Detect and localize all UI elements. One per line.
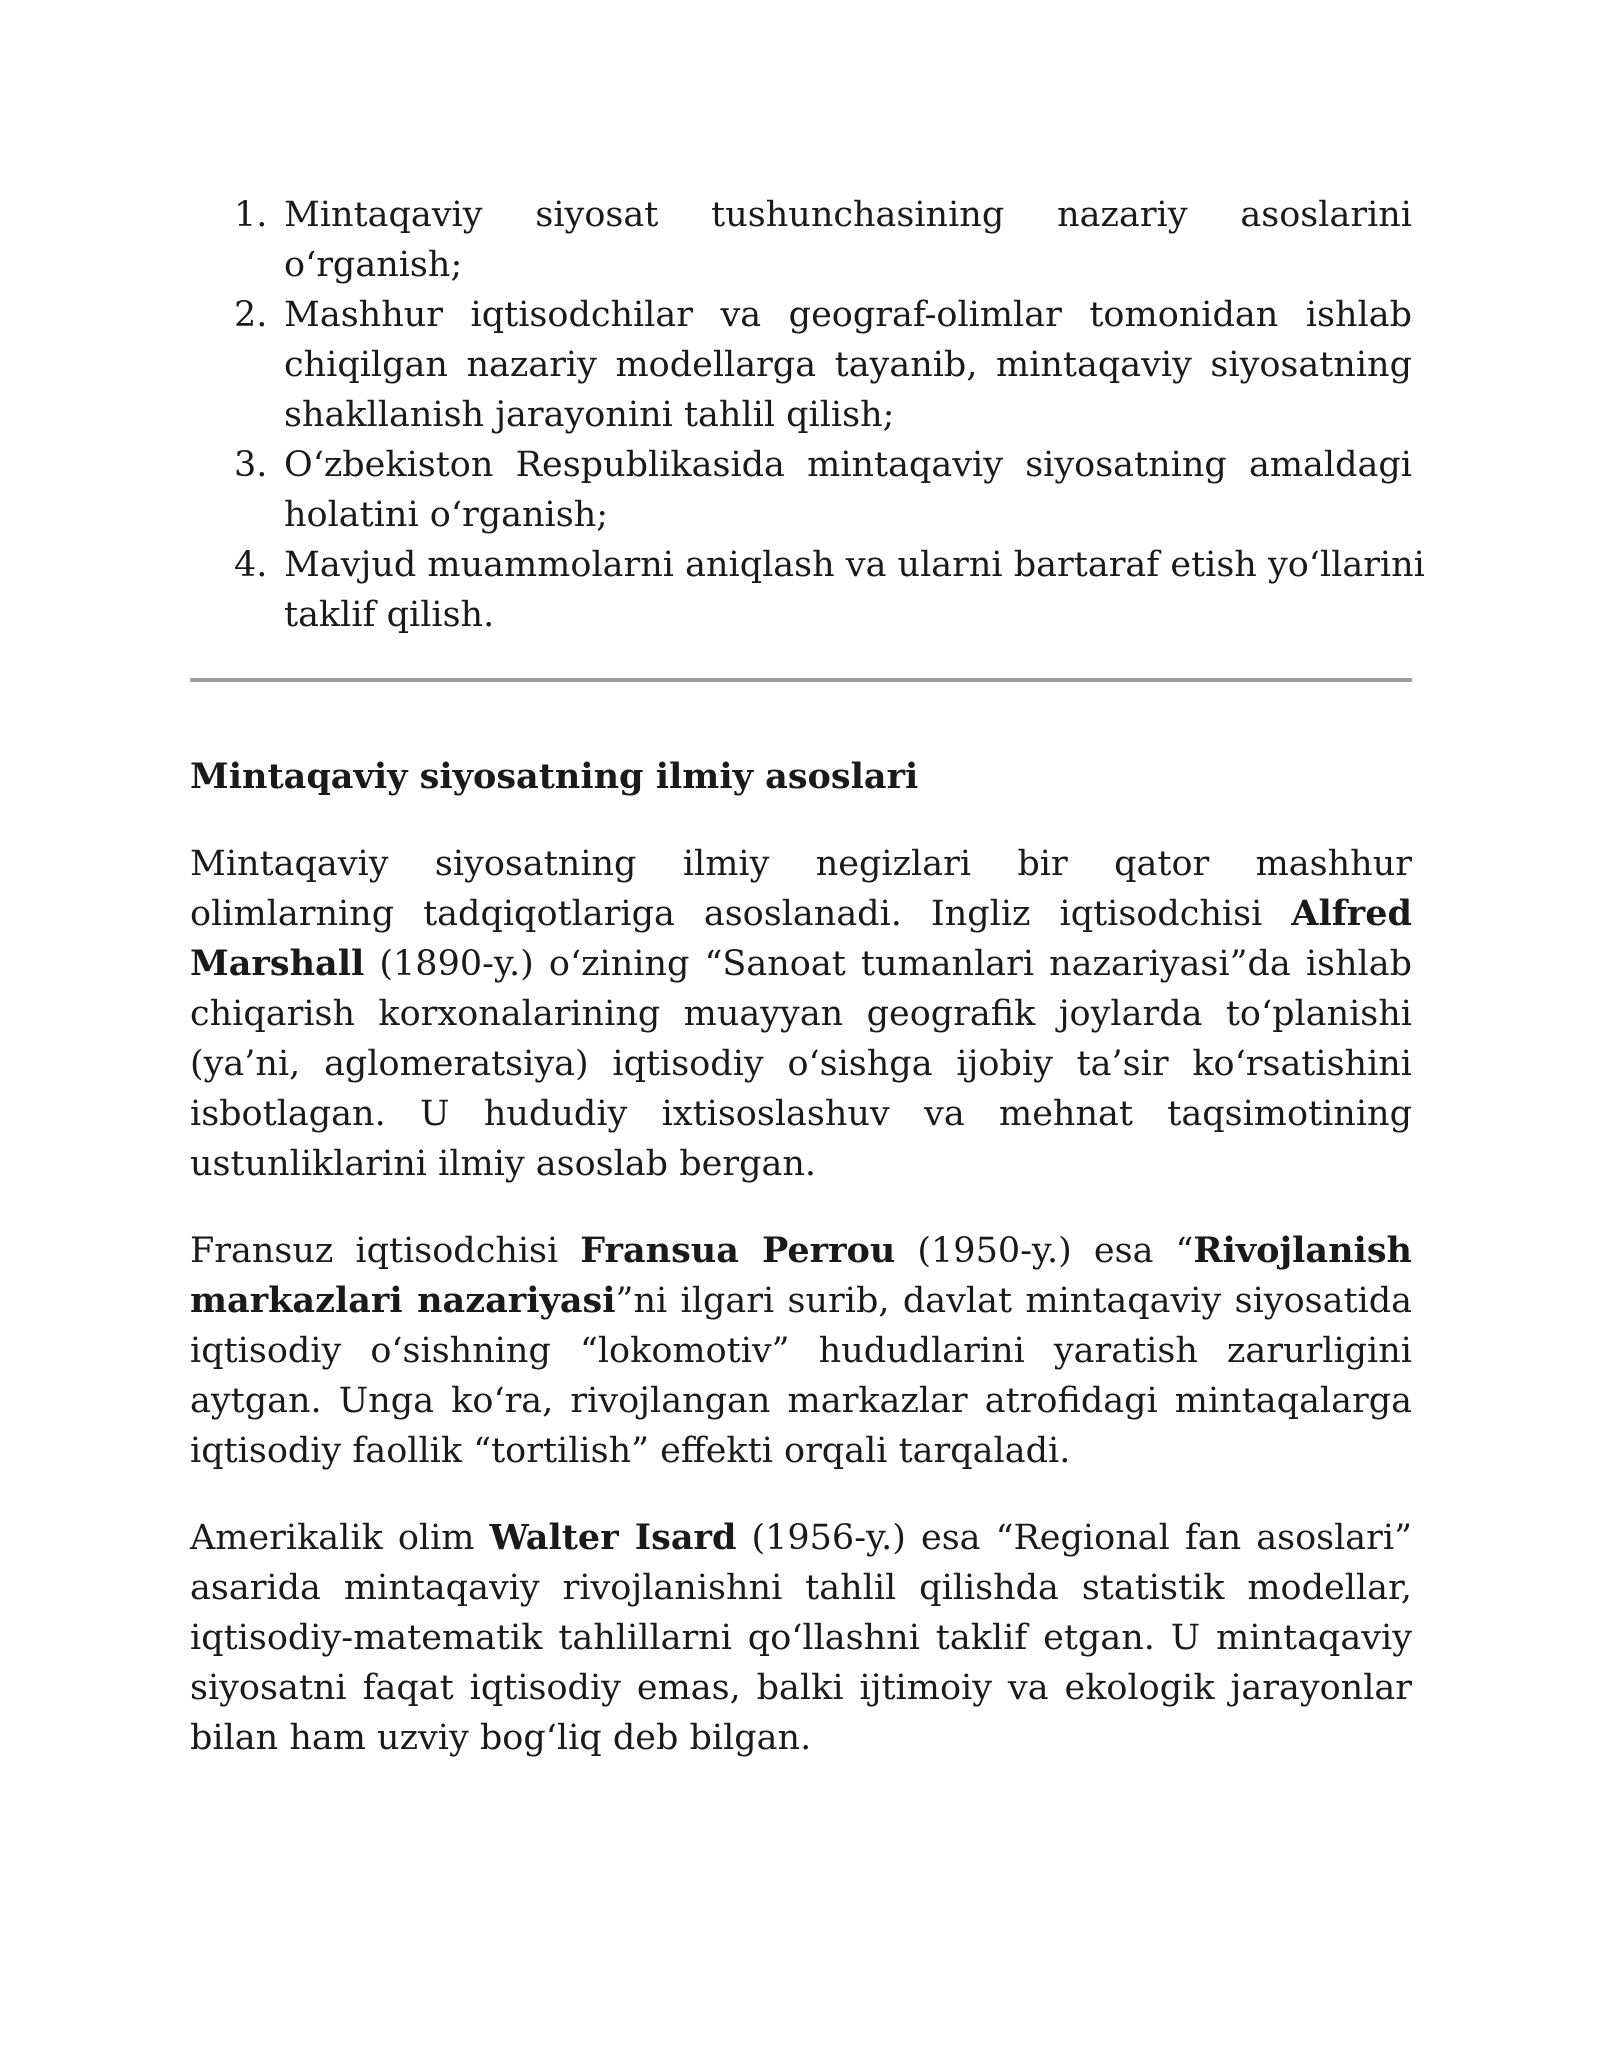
document-page <box>190 190 1425 1763</box>
paragraph-text: (1950-y.) esa “ <box>895 1231 1194 1271</box>
paragraph-text: (1890-y.) o‘zining “Sanoat tumanlari nazariyasi”da ishlab chiqarish korxonalarining muayyan geografik joylarda to‘planishi (ya’ni, aglomeratsiya) iqtisodiy o‘sishga ijobiy ta’sir ko‘rsatishini isbotlagan. U hududiy ixtisoslashuv va mehnat taqsimotining ustunliklarini ilmiy asoslab bergan. <box>190 944 1412 1184</box>
list-number: 2. <box>234 295 268 335</box>
paragraph-text: Mintaqaviy siyosatning ilmiy negizlari bir qator mashhur olimlarning tadqiqotlariga asoslanadi. Ingliz iqtisodchisi <box>190 844 1412 934</box>
list-item <box>190 290 1412 440</box>
paragraph-isard <box>190 1513 1412 1763</box>
scholar-name: Walter Isard <box>489 1517 737 1558</box>
paragraph-text: (1956-y.) esa “Regional fan asoslari” asarida mintaqaviy rivojlanishni tahlil qilishda statistik modellar, iqtisodiy-matematik tahlillarni qo‘llashni taklif etgan. U mintaqaviy siyosatni faqat iqtisodiy emas, balki ijtimoiy va ekologik jarayonlar bilan ham uzviy bog‘liq deb bilgan. <box>190 1518 1412 1758</box>
list-item-text: Mashhur iqtisodchilar va geograf-olimlar tomonidan ishlab chiqilgan nazariy modellarga tayanib, mintaqaviy siyosatning shakllanish jarayonini tahlil qilish; <box>284 295 1412 435</box>
theory-name: Rivojlanish markazlari nazariyasi <box>190 1230 1412 1321</box>
paragraph-perrou <box>190 1226 1412 1476</box>
list-item <box>190 540 1524 640</box>
paragraph-marshall <box>190 839 1412 1189</box>
scholar-name: Fransua Perrou <box>580 1230 896 1271</box>
scholar-name: Alfred Marshall <box>190 893 1412 984</box>
list-item-text: Mintaqaviy siyosat tushunchasining nazariy asoslarini o‘rganish; <box>284 195 1412 285</box>
paragraph-text: Fransuz iqtisodchisi <box>190 1231 581 1271</box>
paragraph-text: ”ni ilgari surib, davlat mintaqaviy siyosatida iqtisodiy o‘sishning “lokomotiv” hududlarini yaratish zarurligini aytgan. Unga ko‘ra, rivojlangan markazlar atrofidagi mintaqalarga iqtisodiy faollik “tortilish” effekti orqali tarqaladi. <box>190 1281 1413 1471</box>
list-number: 3. <box>234 445 268 485</box>
list-number: 1. <box>234 195 268 235</box>
paragraph-text: Amerikalik olim <box>190 1518 490 1558</box>
list-item-text: O‘zbekiston Respublikasida mintaqaviy siyosatning amaldagi holatini o‘rganish; <box>284 445 1412 535</box>
list-item <box>190 440 1412 540</box>
section-heading: Mintaqaviy siyosatning ilmiy asoslari <box>190 756 919 797</box>
horizontal-divider <box>190 678 1412 682</box>
list-item-text: Mavjud muammolarni aniqlash va ularni bartaraf etish yo‘llarini taklif qilish. <box>284 545 1425 635</box>
list-number: 4. <box>234 545 268 585</box>
list-item <box>190 190 1412 290</box>
goals-list <box>190 190 1425 640</box>
